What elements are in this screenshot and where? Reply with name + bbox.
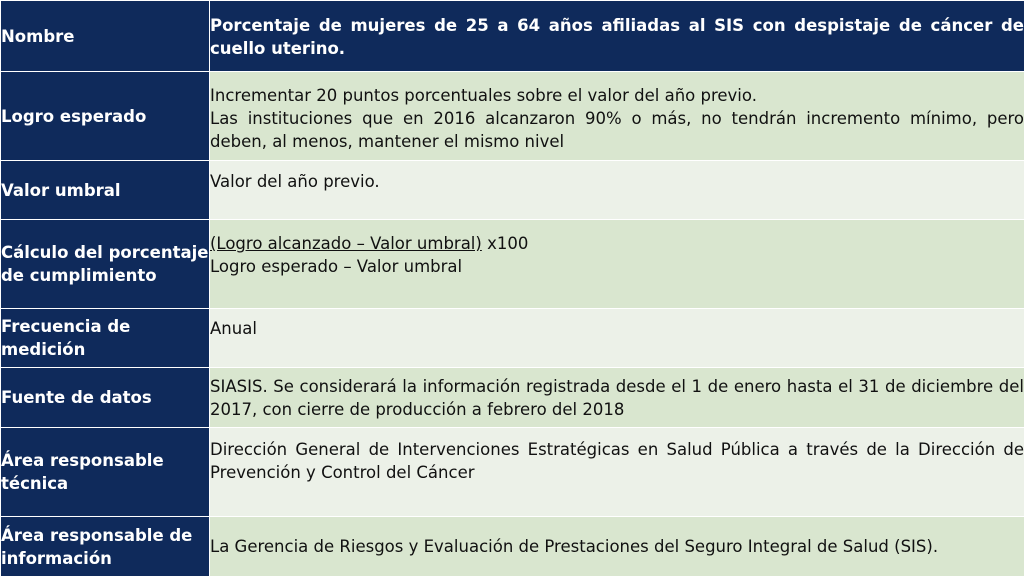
formula-denominator: Logro esperado – Valor umbral xyxy=(210,255,1024,278)
row-label-area-informacion: Área responsable de información xyxy=(1,517,210,577)
row-label-nombre: Nombre xyxy=(1,1,210,72)
logro-esperado-line-2: Las instituciones que en 2016 alcanzaron 90% o más, no tendrán incremento mínimo, pero deben, al menos, mantener el mismo nivel xyxy=(210,107,1024,153)
row-value-calculo xyxy=(210,220,1024,309)
row-label-valor-umbral: Valor umbral xyxy=(1,161,210,220)
row-value-fuente: SIASIS. Se considerará la información registrada desde el 1 de enero hasta el 31 de diciembre del 2017, con cierre de producción a febrero del 2018 xyxy=(210,368,1024,428)
row-value-area-tecnica: Dirección General de Intervenciones Estratégicas en Salud Pública a través de la Dirección de Prevención y Control del Cáncer xyxy=(210,428,1024,517)
row-value-valor-umbral: Valor del año previo. xyxy=(210,161,1024,220)
table-row-area-tecnica xyxy=(1,428,1024,517)
row-label-fuente: Fuente de datos xyxy=(1,368,210,428)
table-row-valor-umbral xyxy=(1,161,1024,220)
table-row-logro-esperado xyxy=(1,72,1024,161)
row-value-area-informacion: La Gerencia de Riesgos y Evaluación de Prestaciones del Seguro Integral de Salud (SIS). xyxy=(210,517,1024,577)
table-row-area-informacion xyxy=(1,517,1024,577)
row-value-logro-esperado xyxy=(210,72,1024,161)
row-value-nombre: Porcentaje de mujeres de 25 a 64 años afiliadas al SIS con despistaje de cáncer de cuello uterino. xyxy=(210,1,1024,72)
table-row-nombre xyxy=(1,1,1024,72)
table-row-calculo xyxy=(1,220,1024,309)
row-label-frecuencia: Frecuencia de medición xyxy=(1,309,210,368)
formula-numerator: (Logro alcanzado – Valor umbral) xyxy=(210,234,482,253)
formula-numerator-line xyxy=(210,232,1024,255)
logro-esperado-line-1: Incrementar 20 puntos porcentuales sobre el valor del año previo. xyxy=(210,84,1024,107)
row-value-frecuencia: Anual xyxy=(210,309,1024,368)
row-label-area-tecnica: Área responsable técnica xyxy=(1,428,210,517)
row-label-logro-esperado: Logro esperado xyxy=(1,72,210,161)
table-row-fuente xyxy=(1,368,1024,428)
row-label-calculo: Cálculo del porcentaje de cumplimiento xyxy=(1,220,210,309)
formula-multiplier: x100 xyxy=(482,234,529,253)
table-row-frecuencia xyxy=(1,309,1024,368)
